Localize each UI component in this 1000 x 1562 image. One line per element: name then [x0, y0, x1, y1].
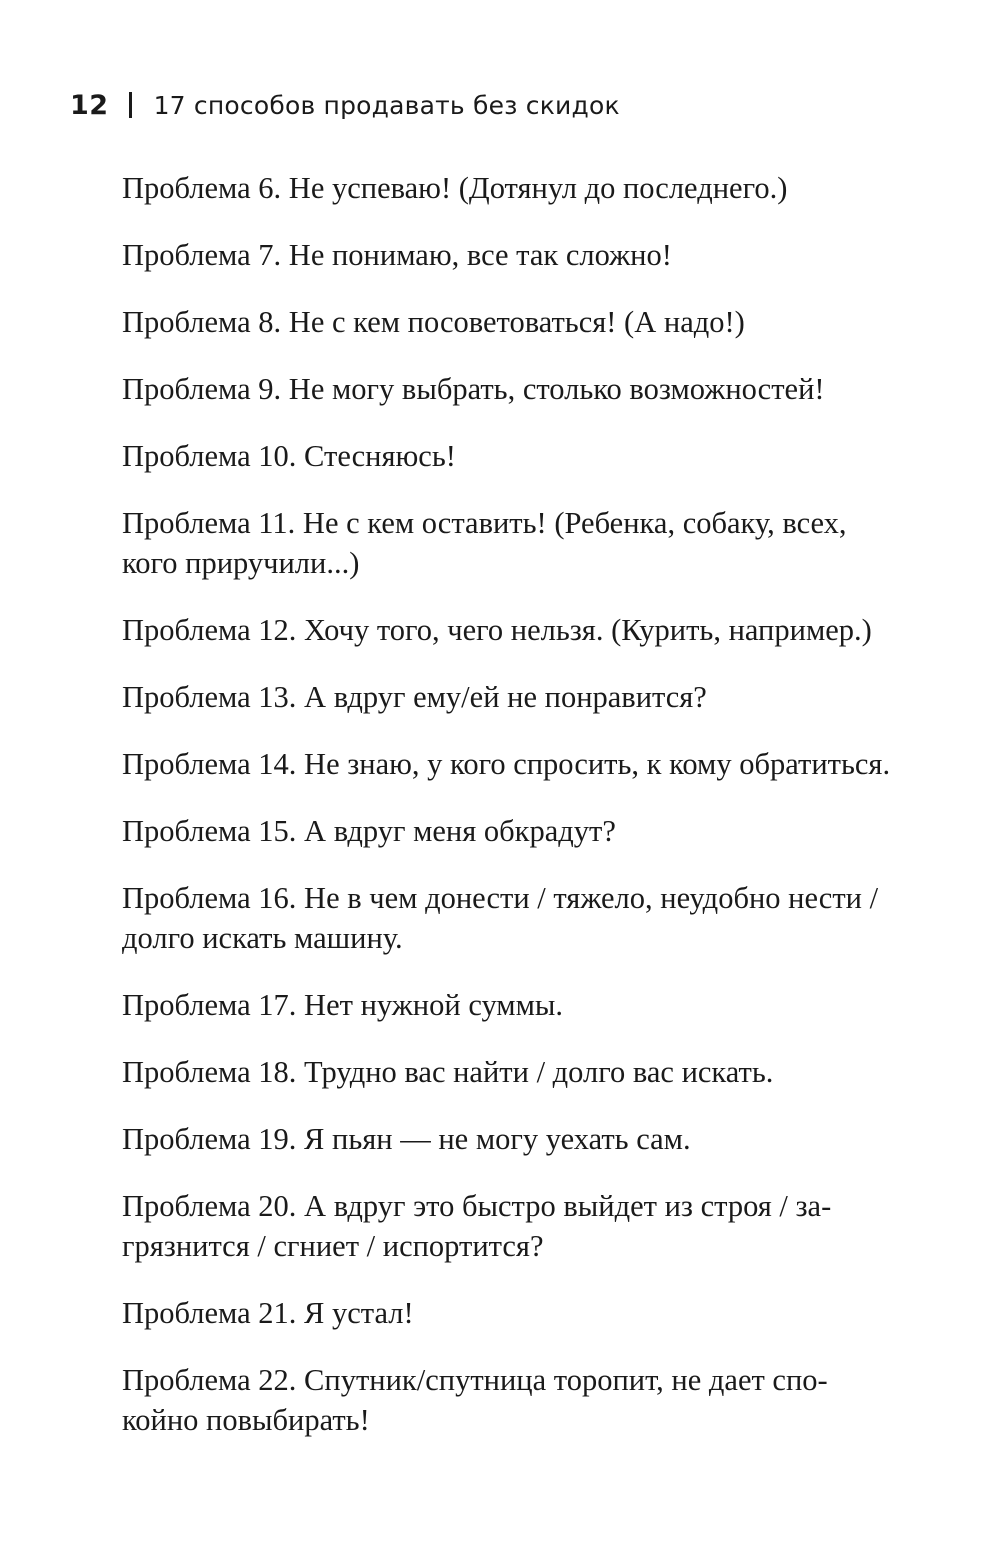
problem-text-continued: долго искать машину. [122, 921, 403, 955]
problem-text: Проблема 14. Не знаю, у кого спросить, к кому обратиться. [122, 747, 891, 781]
problem-text: Проблема 22. Спутник/спутница торопит, не дает спо- [122, 1363, 828, 1397]
problem-text: Проблема 8. Не с кем посоветоваться! (А надо!) [122, 305, 745, 339]
problem-text: Проблема 15. А вдруг меня обкрадут? [122, 814, 616, 848]
problem-text: Проблема 17. Нет нужной суммы. [122, 988, 564, 1022]
problem-text: Проблема 10. Стесняюсь! [122, 439, 456, 473]
problem-item [122, 1293, 912, 1333]
problem-item [122, 878, 912, 958]
problem-item [122, 235, 912, 275]
problem-text: Проблема 21. Я устал! [122, 1296, 414, 1330]
problem-text: Проблема 16. Не в чем донести / тяжело, неудобно нести / [122, 881, 879, 915]
problem-item [122, 610, 912, 650]
problem-text: Проблема 13. А вдруг ему/ей не понравится? [122, 680, 707, 714]
problem-item [122, 677, 912, 717]
problem-text: Проблема 7. Не понимаю, все так сложно! [122, 238, 672, 272]
problem-item [122, 503, 912, 583]
problem-item [122, 811, 912, 851]
problem-item [122, 302, 912, 342]
page-header [70, 82, 620, 128]
problem-item [122, 168, 912, 208]
problem-text-continued: грязнится / сгниет / испортится? [122, 1229, 544, 1263]
problem-text: Проблема 6. Не успеваю! (Дотянул до последнего.) [122, 171, 788, 205]
running-title: 17 способов продавать без скидок [153, 90, 620, 120]
problem-item [122, 1186, 912, 1266]
header-divider [129, 92, 132, 118]
page-number: 12 [70, 89, 109, 121]
problem-item [122, 369, 912, 409]
problem-text-continued: койно повыбирать! [122, 1403, 370, 1437]
problem-item [122, 1052, 912, 1092]
problem-text: Проблема 19. Я пьян — не могу уехать сам. [122, 1122, 691, 1156]
problem-item [122, 1360, 912, 1440]
problem-text: Проблема 11. Не с кем оставить! (Ребенка, собаку, всех, [122, 506, 847, 540]
problem-text: Проблема 20. А вдруг это быстро выйдет из строя / за- [122, 1189, 832, 1223]
problem-text-continued: кого приручили...) [122, 546, 360, 580]
problem-text: Проблема 9. Не могу выбрать, столько возможностей! [122, 372, 825, 406]
problem-text: Проблема 12. Хочу того, чего нельзя. (Курить, например.) [122, 613, 872, 647]
problem-text: Проблема 18. Трудно вас найти / долго вас искать. [122, 1055, 774, 1089]
problem-item [122, 1119, 912, 1159]
problem-item [122, 436, 912, 476]
problem-item [122, 985, 912, 1025]
problem-item [122, 744, 912, 784]
problem-list [122, 168, 912, 1467]
